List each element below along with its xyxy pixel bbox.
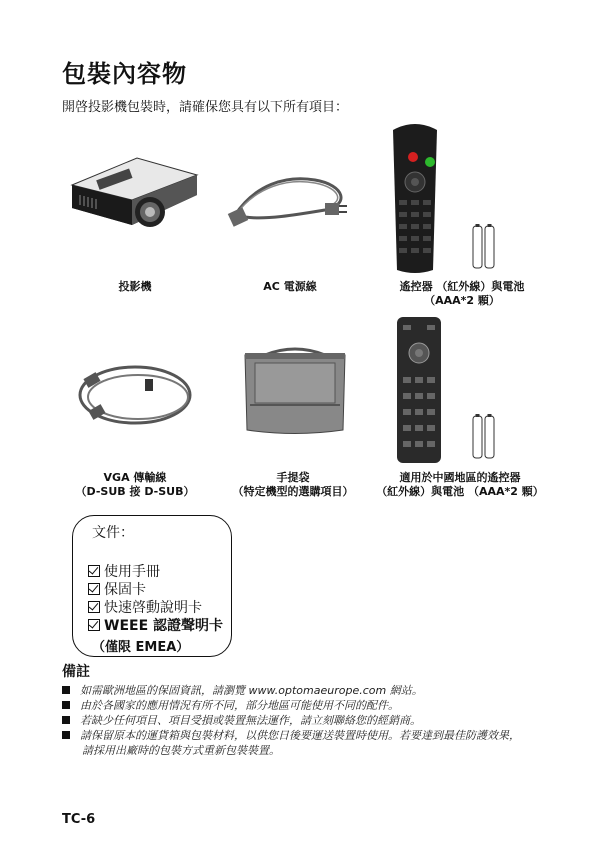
vga-caption-line1: VGA 傳輸線 [103,471,167,484]
batteries-image-2 [470,412,500,462]
remote-caption-line1: 遙控器 （紅外線）與電池 [399,280,525,293]
bag-caption-line2: （特定機型的選購項目） [232,485,354,498]
note-item: 如需歐洲地區的保固資訊，請瀏覽 www.optomaeurope.com 網站。 [62,682,423,698]
doc-item-quickstart: 快速啓動說明卡 [88,599,202,617]
remote2-caption-line2: （紅外線）與電池 （AAA*2 顆） [376,485,544,498]
remote-control-image [385,120,445,275]
projector-caption: 投影機 [118,280,152,293]
batteries-image [470,222,500,272]
note-item: 由於各國家的應用情況有所不同，部分地區可能使用不同的配件。 [62,697,399,713]
checkbox-icon [88,565,100,577]
page-title: 包裝內容物 [62,60,187,88]
remote-control-china-image [393,315,445,465]
note-item: 若缺少任何項目、項目受損或裝置無法運作，請立刻聯絡您的經銷商。 [62,712,421,728]
vga-cable-image [70,355,200,435]
bullet-icon [62,701,70,709]
note-continuation: 請採用出廠時的包裝方式重新包裝裝置。 [82,744,280,757]
checkbox-icon [88,583,100,595]
bullet-icon [62,716,70,724]
doc-item-manual: 使用手冊 [88,563,160,581]
checkbox-icon [88,601,100,613]
doc-item-emea-note: （僅限 EMEA） [92,640,190,655]
carrying-bag-image [235,345,355,440]
note-item: 請保留原本的運貨箱與包裝材料，以供您日後要運送裝置時使用。若要達到最佳防護效果， [62,727,520,743]
remote-caption-line2: （AAA*2 顆） [424,294,500,307]
bullet-icon [62,731,70,739]
bullet-icon [62,686,70,694]
checkbox-icon [88,619,100,631]
doc-item-weee: WEEE 認證聲明卡 [88,617,223,635]
notes-heading: 備註 [62,664,90,680]
ac-cord-caption: AC 電源線 [263,280,317,293]
intro-text: 開啓投影機包裝時，請確保您具有以下所有項目： [62,100,349,115]
vga-caption-line2: （D-SUB 接 D-SUB） [75,485,195,498]
documents-title: 文件： [92,525,134,541]
remote2-caption-line1: 適用於中國地區的遙控器 [399,471,521,484]
doc-item-warranty: 保固卡 [88,581,146,599]
ac-cord-image [225,165,355,235]
page-number: TC-6 [62,812,96,827]
projector-image [62,150,202,235]
bag-caption-line1: 手提袋 [276,471,310,484]
